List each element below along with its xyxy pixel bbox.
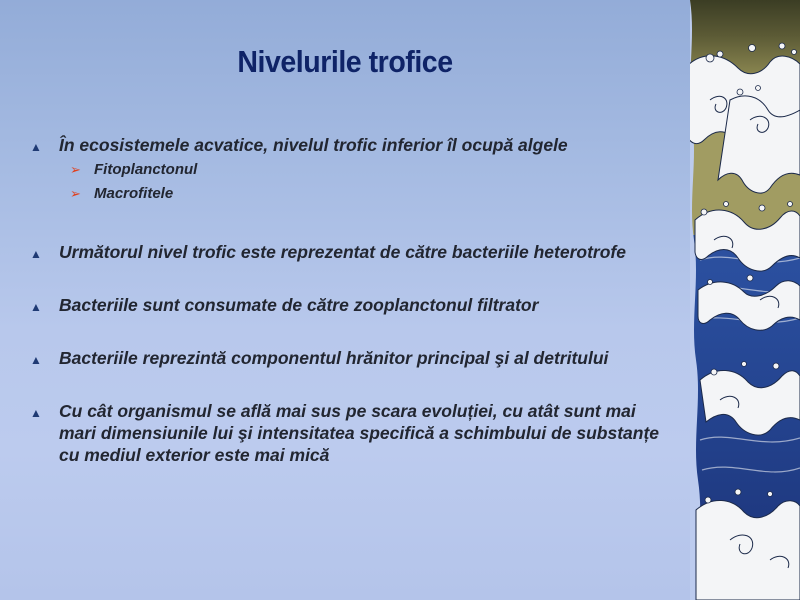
wave-decoration <box>690 0 800 600</box>
sub-bullet-text: Macrofitele <box>94 185 174 202</box>
bullet-item <box>30 294 670 316</box>
bullet-item <box>30 241 670 263</box>
sub-bullet-text: Fitoplanctonul <box>94 161 198 178</box>
bullet-text: Următorul nivel trofic este reprezentat de către bacteriile heterotrofe <box>59 242 626 262</box>
bullet-text: Bacteriile sunt consumate de către zooplanctonul filtrator <box>59 295 539 315</box>
sub-bullet-item <box>30 158 670 182</box>
bullet-item <box>30 134 670 156</box>
bullet-text: Bacteriile reprezintă componentul hrănitor principal şi al detritului <box>59 348 609 368</box>
bullet-list <box>30 134 670 466</box>
bullet-item <box>30 347 670 369</box>
slide-title: Nivelurile trofice <box>237 44 453 79</box>
arrow-bullet-icon: ➢ <box>70 186 81 201</box>
sub-bullet-item <box>30 182 670 206</box>
triangle-bullet-icon: ▲ <box>30 406 42 420</box>
bullet-text: Cu cât organismul se află mai sus pe scara evoluției, cu atât sunt mai mari dimensiunile lui şi intensitatea specifică a schimbului de substanțe cu mediul exterior este mai mică <box>59 401 660 465</box>
triangle-bullet-icon: ▲ <box>30 140 42 154</box>
triangle-bullet-icon: ▲ <box>30 353 42 367</box>
bullet-text: În ecosistemele acvatice, nivelul trofic inferior îl ocupă algele <box>59 135 568 155</box>
triangle-bullet-icon: ▲ <box>30 300 42 314</box>
bullet-item <box>30 400 670 466</box>
triangle-bullet-icon: ▲ <box>30 247 42 261</box>
arrow-bullet-icon: ➢ <box>70 162 81 177</box>
